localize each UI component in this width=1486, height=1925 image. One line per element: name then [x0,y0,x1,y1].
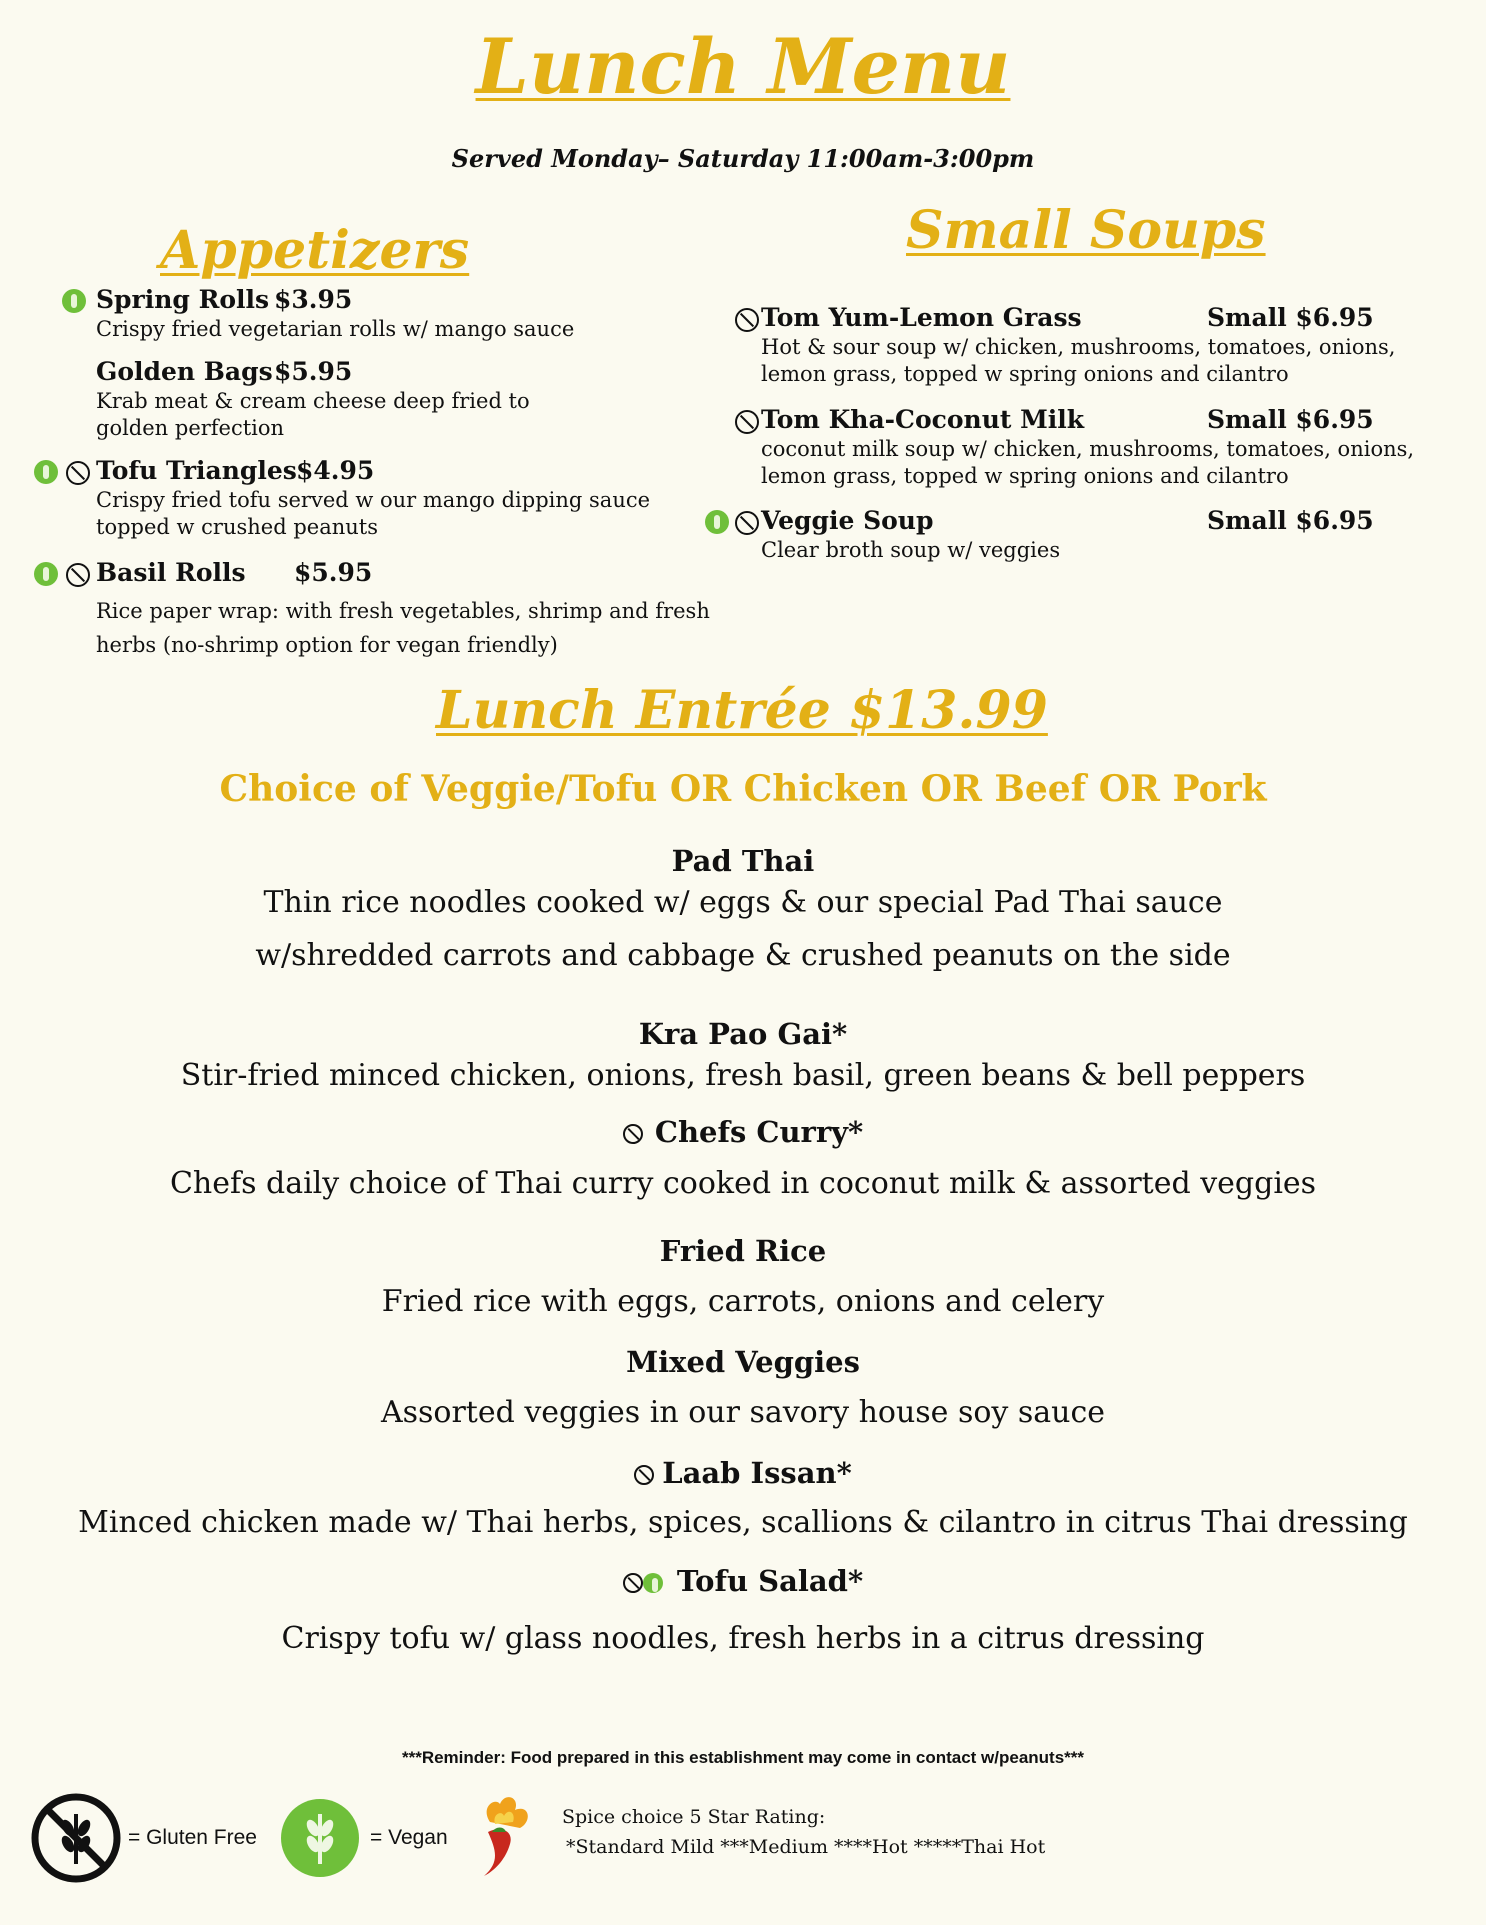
entree-item-row [0,1564,1486,1598]
item-description: Hot & sour soup w/ chicken, mushrooms, tomatoes, onions, [761,335,1396,359]
entree-description: Thin rice noodles cooked w/ eggs & our special Pad Thai sauce [263,885,1223,920]
entree-name: Fried Rice [659,1234,827,1268]
gluten-free-icon [735,308,759,332]
item-description: Rice paper wrap: with fresh vegetables, shrimp and fresh [96,599,710,623]
entree-name: Kra Pao Gai* [638,1017,848,1051]
entree-item-row [0,1115,1486,1149]
vegan-icon [62,289,86,313]
item-description: Crispy fried vegetarian rolls w/ mango sauce [96,317,575,341]
chili-pepper-icon [470,1792,540,1882]
item-description: golden perfection [96,416,285,440]
item-price: Small $6.95 [1207,506,1374,535]
entree-name: Chefs Curry* [654,1115,864,1149]
vegan-icon [34,562,58,586]
vegan-icon [705,510,729,534]
item-name: Tom Kha-Coconut Milk [761,405,1085,434]
item-price: $4.95 [296,456,375,485]
legend-vegan-label: = Vegan [370,1826,448,1849]
gluten-free-icon [623,1124,643,1144]
entree-description: Stir-fried minced chicken, onions, fresh basil, green beans & bell peppers [180,1058,1306,1093]
gluten-free-icon [66,563,90,587]
legend [30,1790,1130,1890]
item-description: Clear broth soup w/ veggies [761,538,1061,562]
soups-heading: Small Soups [906,200,1266,261]
entree-name: Pad Thai [671,844,815,878]
item-price: $5.95 [294,558,373,587]
gluten-free-icon [735,410,759,434]
item-price: Small $6.95 [1207,303,1374,332]
item-name: Tom Yum-Lemon Grass [761,303,1082,332]
entree-description: Minced chicken made w/ Thai herbs, spices, scallions & cilantro in citrus Thai dressing [78,1505,1408,1540]
item-description: Crispy fried tofu served w our mango dipping sauce [96,488,651,512]
entree-name: Mixed Veggies [626,1345,860,1379]
item-name: Basil Rolls [96,558,246,587]
spice-rating-title: Spice choice 5 Star Rating: [562,1806,826,1828]
item-price: $5.95 [274,357,353,386]
vegan-icon [34,460,58,484]
entree-name: Laab Issan* [662,1456,852,1490]
gluten-free-icon [735,511,759,535]
entree-description: Chefs daily choice of Thai curry cooked in coconut milk & assorted veggies [169,1166,1317,1201]
item-description: Krab meat & cream cheese deep fried to [96,389,530,413]
entree-name: Tofu Salad* [676,1564,864,1598]
item-name: Veggie Soup [761,506,934,535]
item-description: topped w crushed peanuts [96,515,378,539]
entree-description: w/shredded carrots and cabbage & crushed peanuts on the side [255,938,1231,973]
gluten-free-icon [634,1465,654,1485]
item-price: $3.95 [274,285,353,314]
entree-description: Assorted veggies in our savory house soy sauce [380,1395,1106,1430]
gluten-free-icon [30,1792,122,1884]
item-description: herbs (no-shrimp option for vegan friendly) [96,633,558,657]
item-description: lemon grass, topped w spring onions and cilantro [761,464,1289,488]
entree-heading: Lunch Entrée $13.99 [436,680,1048,741]
hours-text: Served Monday– Saturday 11:00am-3:00pm [451,144,1035,173]
spice-levels: *Standard Mild ***Medium ****Hot *****Thai Hot [566,1836,1046,1858]
item-price: Small $6.95 [1207,405,1374,434]
item-name: Tofu Triangles [96,456,297,485]
item-description: lemon grass, topped w spring onions and cilantro [761,362,1289,386]
item-name: Spring Rolls [96,285,270,314]
item-description: coconut milk soup w/ chicken, mushrooms, tomatoes, onions, [761,437,1415,461]
peanut-reminder: ***Reminder: Food prepared in this establishment may come in contact w/peanuts*** [401,1748,1085,1767]
gluten-free-icon [66,461,90,485]
vegan-icon [643,1573,663,1593]
entree-choice: Choice of Veggie/Tofu OR Chicken OR Beef OR Pork [219,768,1267,810]
legend-gluten-free-label: = Gluten Free [128,1826,257,1849]
entree-description: Crispy tofu w/ glass noodles, fresh herbs in a citrus dressing [281,1621,1205,1656]
appetizers-heading: Appetizers [160,220,470,281]
entree-item-row [0,1456,1486,1490]
page-title: Lunch Menu [475,22,1011,111]
vegan-icon [280,1798,360,1878]
gluten-free-icon [623,1573,643,1593]
item-name: Golden Bags [96,357,273,386]
entree-description: Fried rice with eggs, carrots, onions and celery [381,1284,1105,1319]
